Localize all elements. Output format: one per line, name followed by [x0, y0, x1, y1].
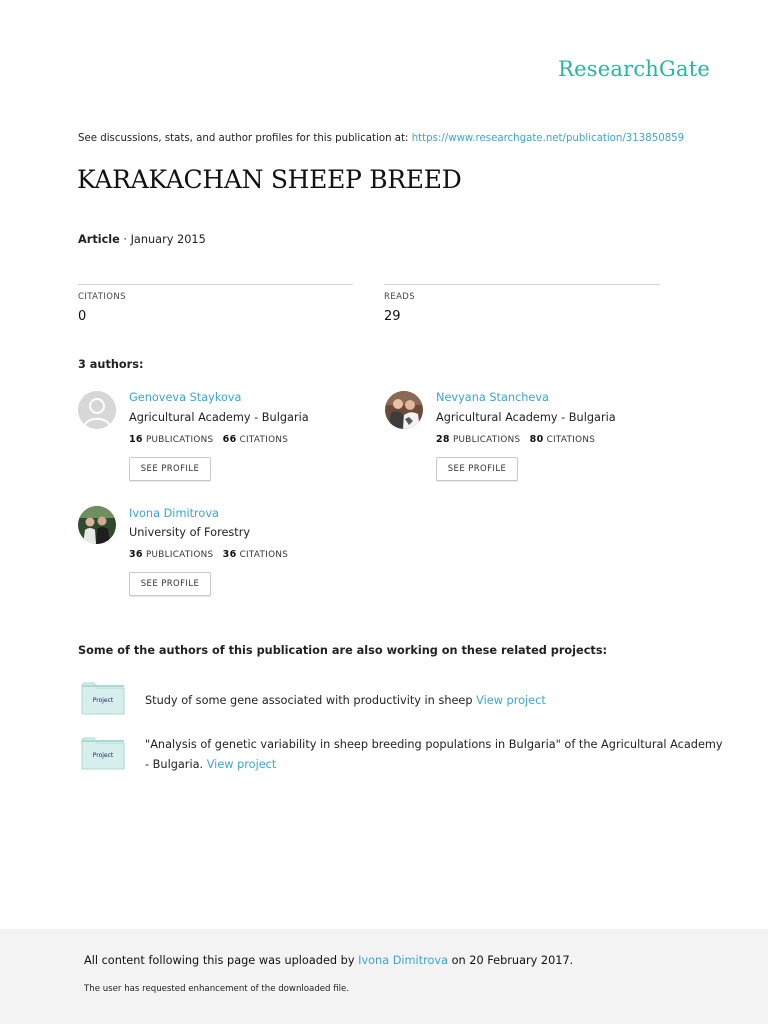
see-profile-button[interactable]: SEE PROFILE: [129, 457, 211, 481]
project-item: [145, 735, 723, 775]
authors-heading: 3 authors:: [78, 358, 144, 371]
article-meta: [78, 233, 206, 246]
publications-label: PUBLICATIONS: [145, 550, 214, 560]
publications-count: 36: [129, 549, 143, 560]
uploader-link[interactable]: Ivona Dimitrova: [358, 954, 449, 967]
author-stats: [129, 549, 288, 560]
see-profile-button[interactable]: SEE PROFILE: [129, 572, 211, 596]
project-title-line1: "Analysis of genetic variability in sheep breeding populations in Bulgaria" of the Agricultural Academy: [145, 738, 723, 751]
publications-label: PUBLICATIONS: [452, 435, 521, 445]
publication-url-link[interactable]: https://www.researchgate.net/publication/313850859: [411, 133, 685, 144]
author-affiliation: University of Forestry: [129, 526, 251, 539]
author-stats: [436, 434, 595, 445]
enhancement-notice: The user has requested enhancement of the downloaded file.: [84, 984, 350, 994]
citations-label: CITATIONS: [546, 435, 596, 445]
project-folder-icon[interactable]: [81, 736, 125, 770]
citations-count: 80: [529, 434, 544, 445]
project-folder-icon[interactable]: [81, 681, 125, 715]
default-avatar-icon[interactable]: [78, 391, 116, 429]
view-project-link[interactable]: View project: [206, 758, 277, 771]
citations-count: 36: [222, 549, 237, 560]
project-item: [145, 691, 546, 711]
reads-count: 29: [384, 309, 401, 324]
publications-count: 16: [129, 434, 143, 445]
citations-label: CITATIONS: [239, 550, 289, 560]
author-affiliation: Agricultural Academy - Bulgaria: [129, 411, 309, 424]
stats-divider-citations: [78, 284, 353, 285]
stats-divider-reads: [384, 284, 660, 285]
upload-prefix: All content following this page was uploaded by: [84, 954, 359, 967]
discussion-line: [78, 133, 684, 144]
related-projects-heading: Some of the authors of this publication are also working on these related projects:: [78, 644, 608, 657]
reads-label: READS: [384, 292, 416, 302]
article-type: Article: [78, 233, 120, 246]
article-date: · January 2015: [119, 233, 206, 246]
author-stats: [129, 434, 288, 445]
footer-panel: [0, 929, 768, 1024]
see-profile-button[interactable]: SEE PROFILE: [436, 457, 518, 481]
discussion-text: See discussions, stats, and author profiles for this publication at:: [78, 133, 412, 144]
project-icon-label: Project: [92, 752, 114, 759]
citations-count: 66: [222, 434, 237, 445]
citations-count: 0: [78, 309, 87, 324]
upload-suffix: on 20 February 2017.: [448, 954, 574, 967]
project-icon-label: Project: [92, 697, 114, 704]
publications-label: PUBLICATIONS: [145, 435, 214, 445]
view-project-link[interactable]: View project: [476, 694, 546, 707]
publication-title: KARAKACHAN SHEEP BREED: [77, 165, 462, 194]
author-name-link[interactable]: Genoveva Staykova: [129, 391, 242, 404]
project-title: Study of some gene associated with productivity in sheep: [145, 694, 477, 707]
citations-label: CITATIONS: [239, 435, 289, 445]
upload-notice: [84, 954, 573, 967]
publications-count: 28: [436, 434, 450, 445]
author-name-link[interactable]: Ivona Dimitrova: [129, 507, 219, 520]
citations-label: CITATIONS: [78, 292, 126, 302]
author-affiliation: Agricultural Academy - Bulgaria: [436, 411, 616, 424]
project-title-line2: - Bulgaria.: [145, 758, 207, 771]
author-name-link[interactable]: Nevyana Stancheva: [436, 391, 549, 404]
author-photo-avatar[interactable]: [385, 391, 423, 429]
author-photo-avatar[interactable]: [78, 506, 116, 544]
researchgate-logo[interactable]: ResearchGate: [558, 57, 710, 81]
